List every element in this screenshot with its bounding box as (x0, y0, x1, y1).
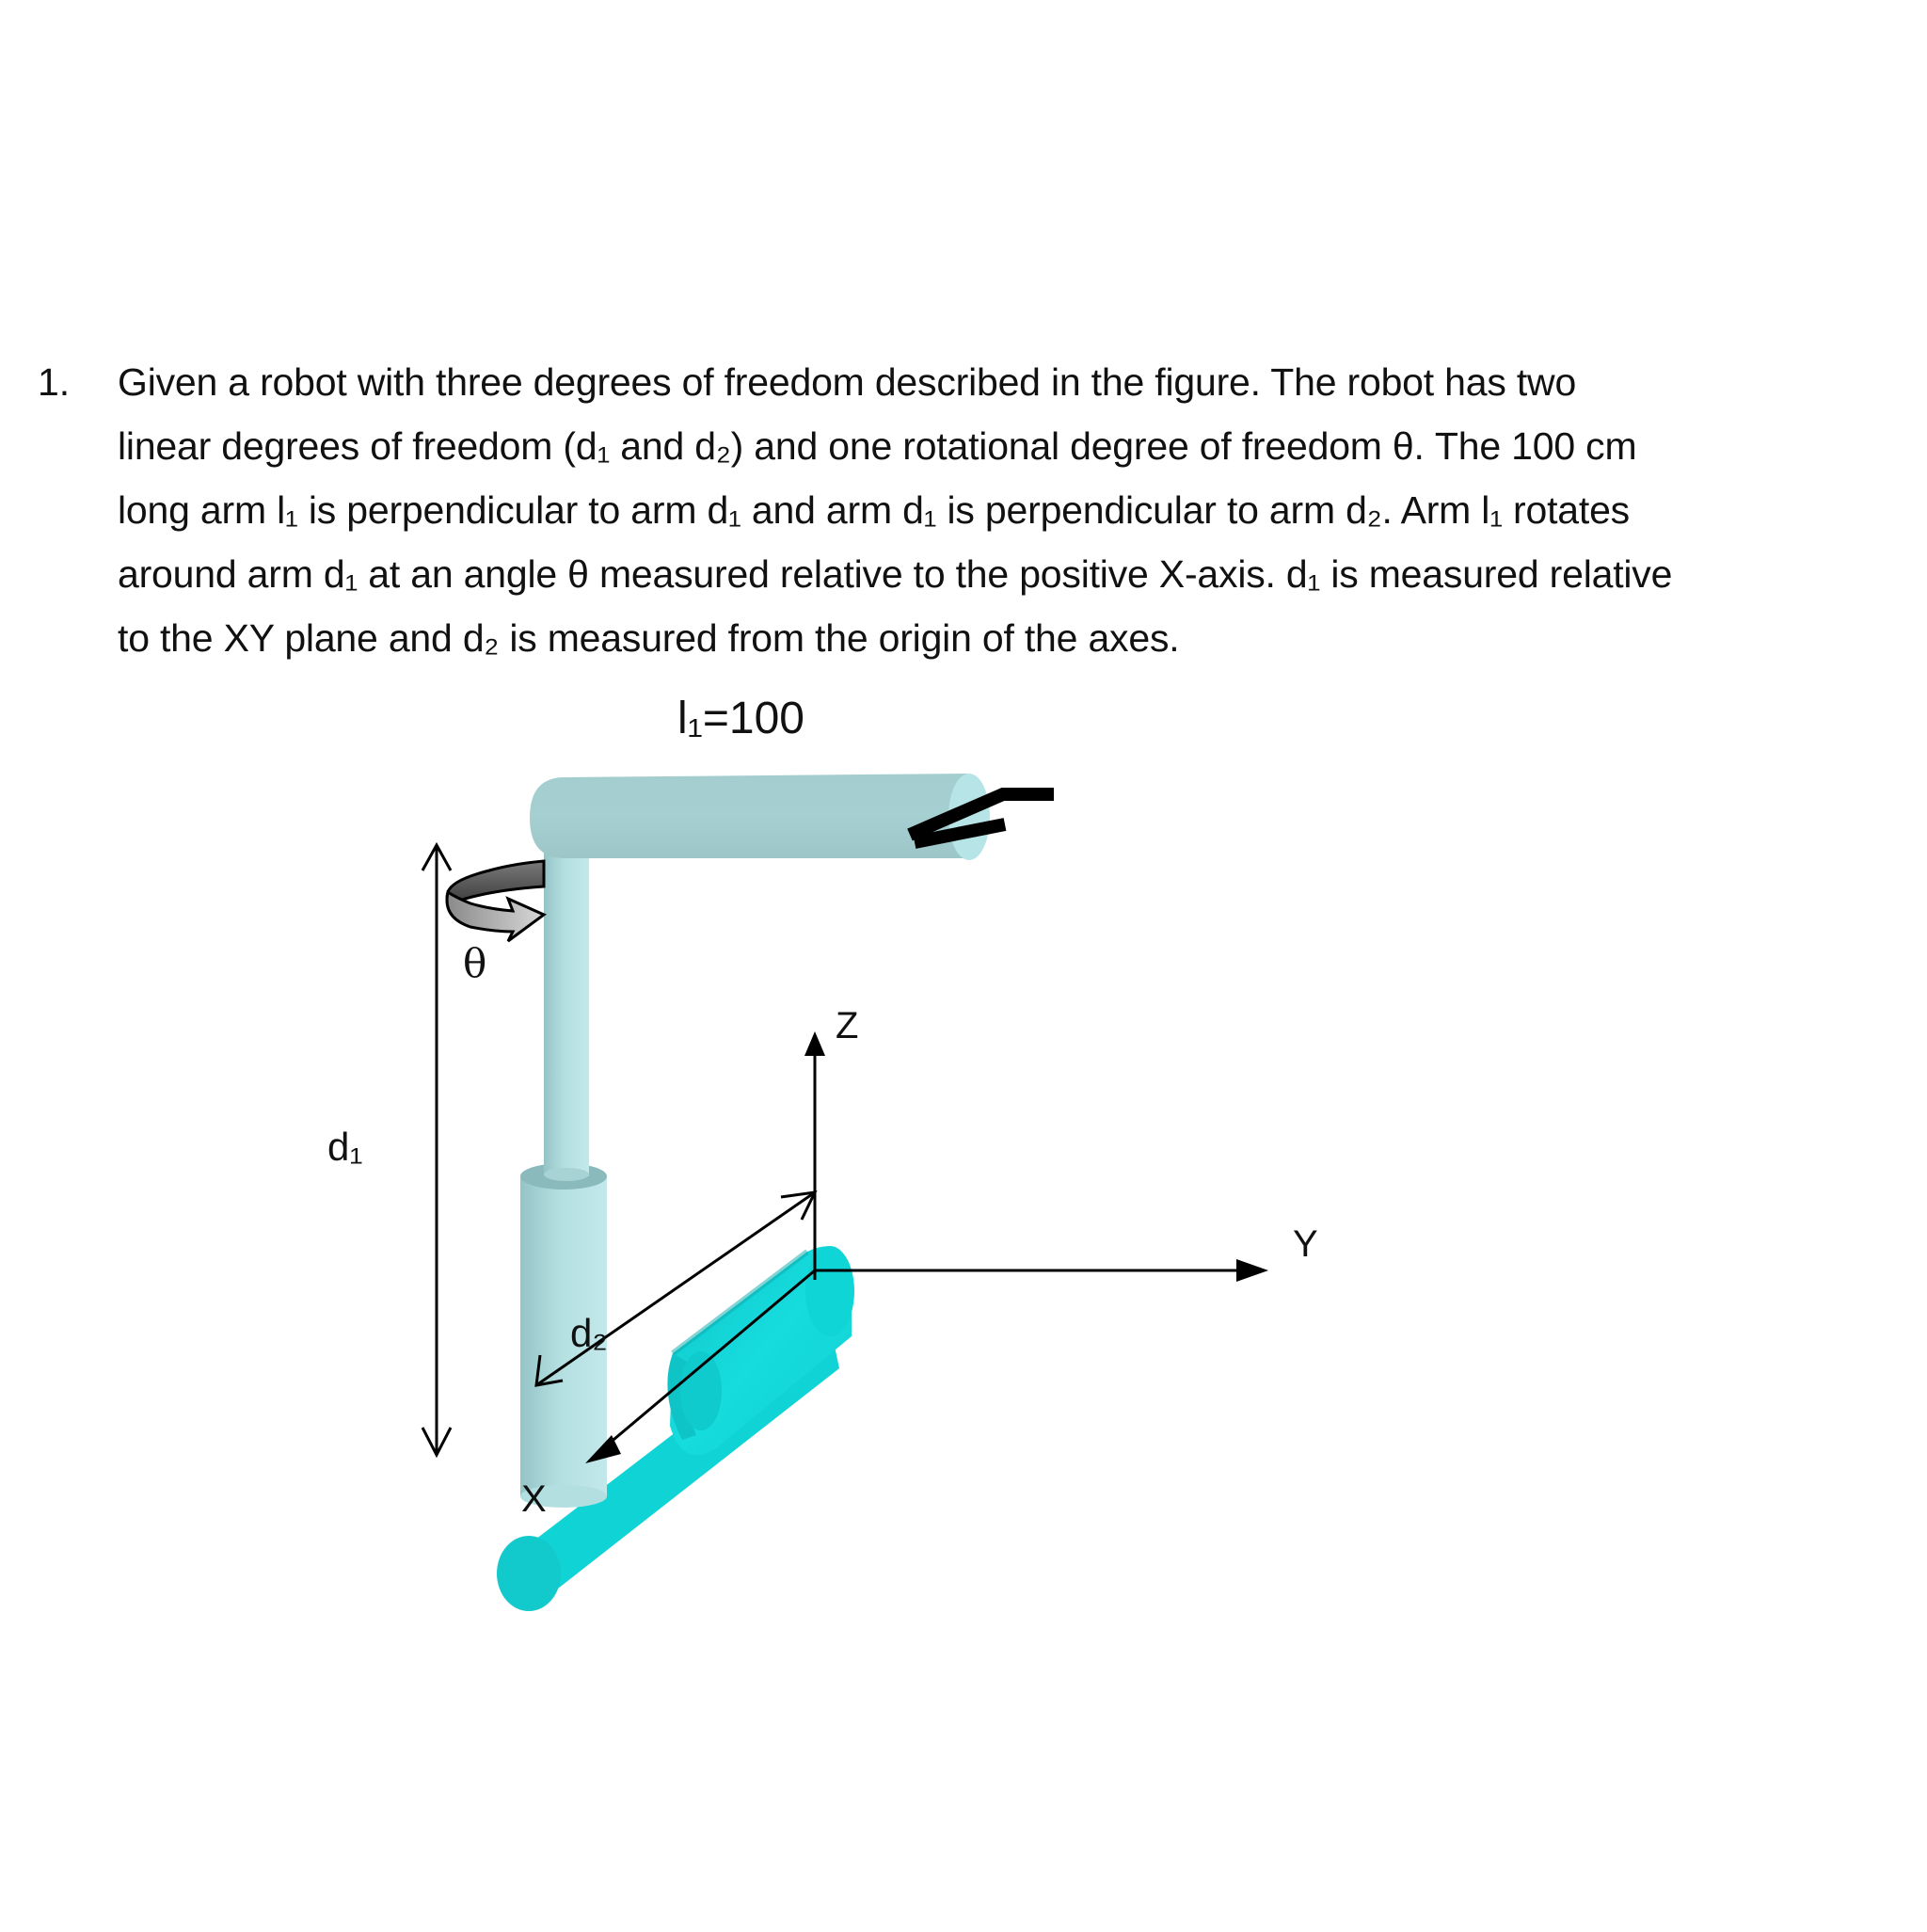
problem-line-1: Given a robot with three degrees of freedom described in the figure. The robot has two (118, 360, 1577, 404)
y-axis-label: Y (1293, 1223, 1318, 1265)
d1-label: d₁ (327, 1125, 363, 1169)
arm-length-label: l₁=100 (677, 694, 804, 743)
z-axis-label: Z (836, 1005, 859, 1046)
y-axis (815, 1259, 1268, 1282)
problem-number: 1. (38, 360, 71, 404)
problem-line-3: long arm l₁ is perpendicular to arm d₁ and arm d₁ is perpendicular to arm d₂. Arm l₁ rotates (118, 488, 1630, 532)
d2-label: d₂ (570, 1311, 608, 1355)
rotation-arrow-icon (447, 861, 544, 941)
problem-line-4: around arm d₁ at an angle θ measured relative to the positive X-axis. d₁ is measured relative (118, 552, 1673, 596)
x-axis-label: X (521, 1478, 547, 1520)
z-axis (804, 1031, 825, 1280)
vertical-link-upper (544, 852, 589, 1181)
theta-label: θ (463, 940, 487, 986)
d1-dimension-arrow (422, 845, 451, 1455)
problem-line-2: linear degrees of freedom (d₁ and d₂) and one rotational degree of freedom θ. The 100 cm (118, 424, 1637, 468)
problem-line-5: to the XY plane and d₂ is measured from the origin of the axes. (118, 616, 1180, 660)
